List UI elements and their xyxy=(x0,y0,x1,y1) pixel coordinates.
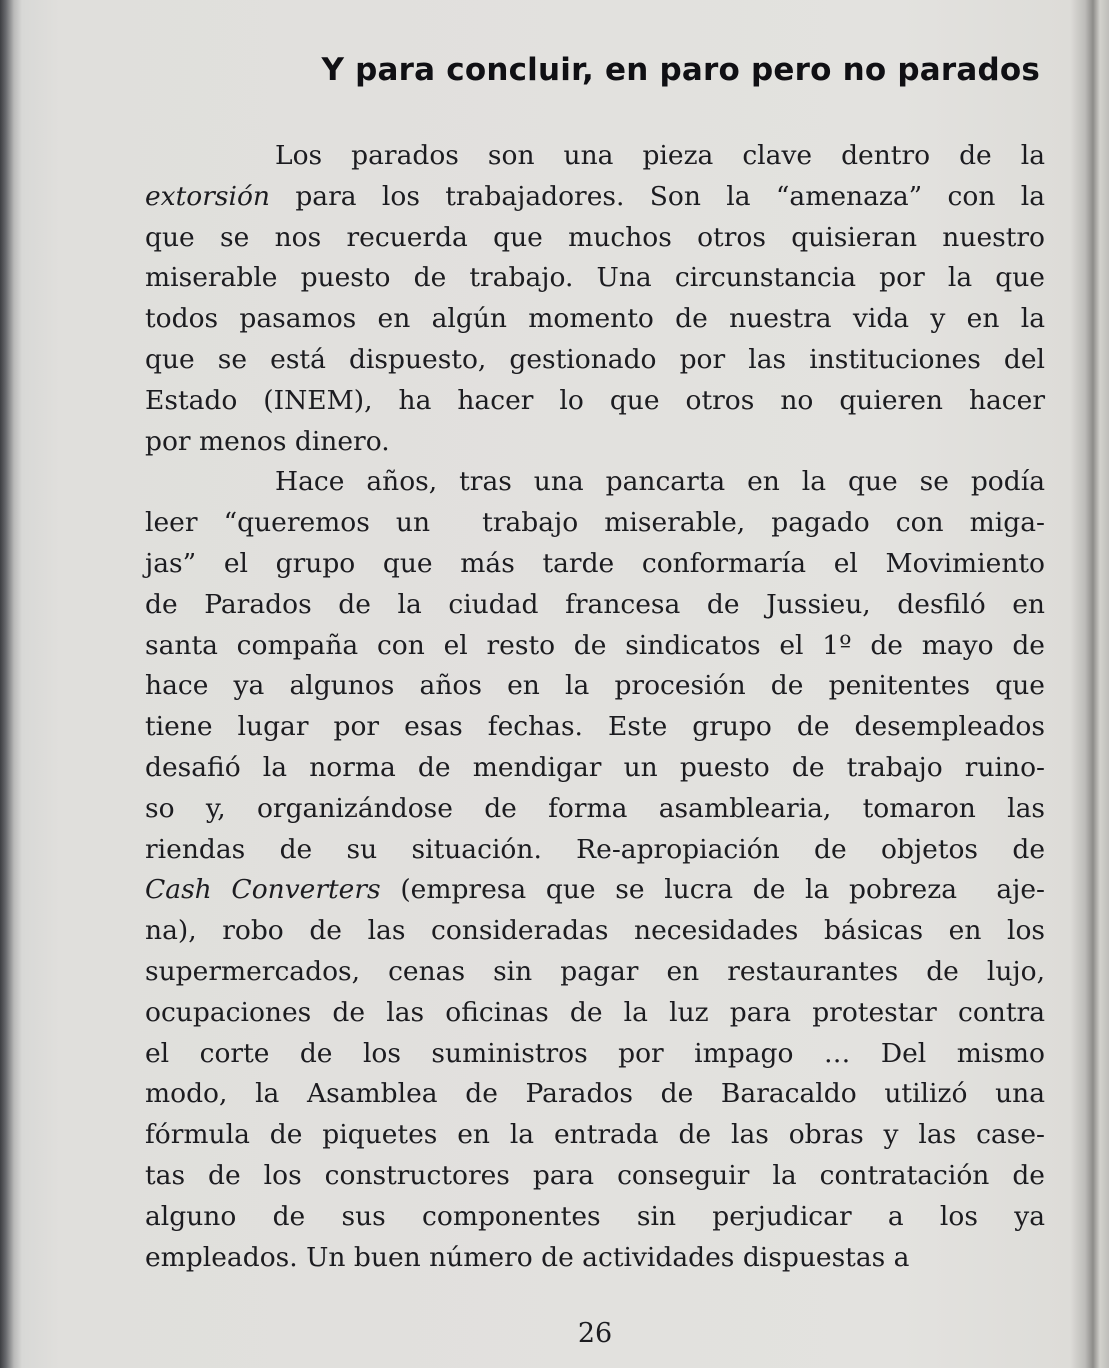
text-line xyxy=(145,544,1045,585)
text-segment: que se nos recuerda que muchos otros quisieran nuestro xyxy=(145,221,1045,253)
text-line xyxy=(145,1156,1045,1197)
text-line xyxy=(145,218,1045,259)
text-line xyxy=(145,1074,1045,1115)
text-line xyxy=(145,952,1045,993)
text-segment: desafió la norma de mendigar un puesto de trabajo ruino- xyxy=(145,751,1045,783)
text-line xyxy=(145,993,1045,1034)
text-segment: de Parados de la ciudad francesa de Jussieu, desfiló en xyxy=(145,588,1045,620)
text-segment: por menos dinero. xyxy=(145,425,390,457)
text-line xyxy=(145,830,1045,871)
text-line xyxy=(145,1115,1045,1156)
text-segment: todos pasamos en algún momento de nuestra vida y en la xyxy=(145,303,1045,335)
text-segment: na), robo de las consideradas necesidades básicas en los xyxy=(145,915,1045,947)
text-line xyxy=(145,626,1045,667)
text-line xyxy=(145,462,1045,503)
text-segment: para los trabajadores. Son la “amenaza” con la xyxy=(270,180,1045,212)
text-segment: (empresa que se lucra de la pobreza aje- xyxy=(380,874,1045,906)
text-line xyxy=(145,870,1045,911)
text-line xyxy=(145,748,1045,789)
text-segment: ocupaciones de las oficinas de la luz para protestar contra xyxy=(145,996,1045,1028)
text-line xyxy=(145,911,1045,952)
paragraph-1 xyxy=(145,136,1045,462)
text-line xyxy=(145,299,1045,340)
text-line xyxy=(145,177,1045,218)
body-text xyxy=(145,136,1045,1278)
text-line xyxy=(145,585,1045,626)
text-segment: riendas de su situación. Re-apropiación de objetos de xyxy=(145,833,1045,865)
text-segment: Cash Converters xyxy=(145,874,381,906)
text-segment: Hace años, tras una pancarta en la que se podía xyxy=(275,466,1045,498)
text-segment: so y, organizándose de forma asamblearia, tomaron las xyxy=(145,792,1045,824)
text-segment: modo, la Asamblea de Parados de Baracaldo utilizó una xyxy=(145,1078,1045,1110)
text-segment: jas” el grupo que más tarde conformaría el Movimiento xyxy=(145,547,1045,579)
text-line xyxy=(145,136,1045,177)
text-segment: alguno de sus componentes sin perjudicar a los ya xyxy=(145,1200,1045,1232)
text-line xyxy=(145,340,1045,381)
text-segment: extorsión xyxy=(145,180,270,212)
text-segment: supermercados, cenas sin pagar en restaurantes de lujo, xyxy=(145,955,1045,987)
text-line xyxy=(145,1197,1045,1238)
text-line xyxy=(145,258,1045,299)
text-segment: el corte de los suministros por impago … Del mismo xyxy=(145,1037,1045,1069)
text-segment: hace ya algunos años en la procesión de penitentes que xyxy=(145,670,1045,702)
text-line xyxy=(145,422,1045,463)
text-line xyxy=(145,503,1045,544)
text-line xyxy=(145,1034,1045,1075)
text-line xyxy=(145,707,1045,748)
text-segment: leer “queremos un trabajo miserable, pagado con miga- xyxy=(145,507,1045,539)
text-line xyxy=(145,1238,1045,1279)
section-heading: Y para concluir, en paro pero no parados xyxy=(321,52,1040,88)
text-segment: fórmula de piquetes en la entrada de las obras y las case- xyxy=(145,1119,1045,1151)
text-segment: que se está dispuesto, gestionado por las instituciones del xyxy=(145,343,1045,375)
text-segment: tiene lugar por esas fechas. Este grupo de desempleados xyxy=(145,711,1045,743)
text-segment: Estado (INEM), ha hacer lo que otros no quieren hacer xyxy=(145,384,1045,416)
paragraph-2 xyxy=(145,462,1045,1278)
text-segment: tas de los constructores para conseguir la contratación de xyxy=(145,1159,1045,1191)
text-segment: santa compaña con el resto de sindicatos el 1º de mayo de xyxy=(145,629,1045,661)
text-line xyxy=(145,789,1045,830)
page-number: 26 xyxy=(577,1318,613,1349)
text-line xyxy=(145,666,1045,707)
text-line xyxy=(145,381,1045,422)
text-segment: miserable puesto de trabajo. Una circunstancia por la que xyxy=(145,262,1045,294)
text-segment: Los parados son una pieza clave dentro de la xyxy=(275,140,1045,171)
text-segment: empleados. Un buen número de actividades dispuestas a xyxy=(145,1241,910,1273)
